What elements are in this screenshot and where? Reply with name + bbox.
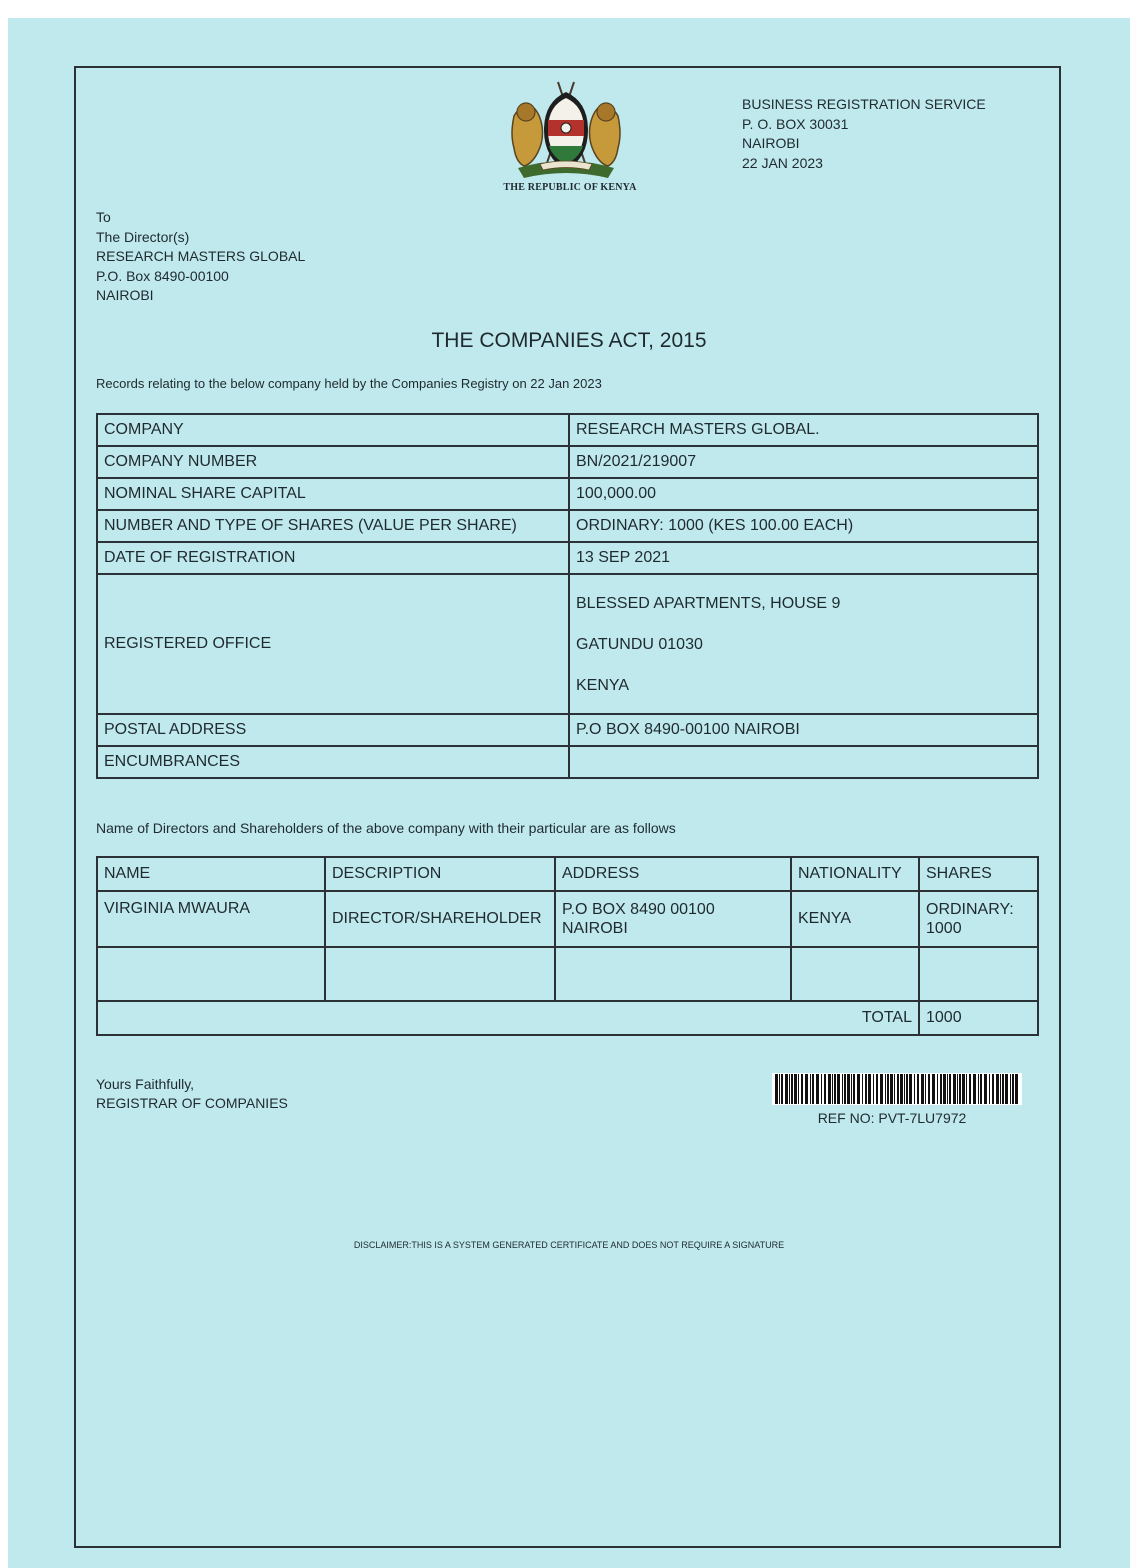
barcode-bar xyxy=(925,1074,926,1104)
barcode-bar xyxy=(824,1074,826,1104)
empty-cell xyxy=(97,947,325,1001)
cell-value: 13 SEP 2021 xyxy=(569,542,1038,574)
column-header: ADDRESS xyxy=(555,857,791,891)
cell-label: NOMINAL SHARE CAPITAL xyxy=(97,478,569,510)
barcode-bar xyxy=(785,1074,788,1104)
column-header: NAME xyxy=(97,857,325,891)
barcode-bar xyxy=(887,1074,889,1104)
barcode-bar xyxy=(900,1074,903,1104)
cell-nationality: KENYA xyxy=(791,891,919,947)
empty-cell xyxy=(325,947,555,1001)
barcode-bar xyxy=(842,1074,843,1104)
barcode-bar xyxy=(779,1074,780,1104)
total-value: 1000 xyxy=(919,1001,1038,1035)
recipient-address xyxy=(96,208,305,306)
barcode-bar xyxy=(928,1074,930,1104)
barcode-bar xyxy=(868,1074,871,1104)
barcode-bar xyxy=(873,1074,874,1104)
empty-cell xyxy=(919,947,1038,1001)
barcode-bar xyxy=(897,1074,899,1104)
barcode-bar xyxy=(798,1074,799,1104)
column-header: NATIONALITY xyxy=(791,857,919,891)
cell-label: COMPANY xyxy=(97,414,569,446)
barcode-bar xyxy=(937,1074,938,1104)
barcode-bar xyxy=(914,1074,915,1104)
barcode-bar xyxy=(821,1074,822,1104)
recipient-line: NAIROBI xyxy=(96,287,154,303)
barcode-bar xyxy=(791,1074,793,1104)
registered-office-value xyxy=(569,574,1038,714)
sender-line: P. O. BOX 30031 xyxy=(742,115,849,132)
barcode-bar xyxy=(1002,1074,1004,1104)
empty-cell xyxy=(555,947,791,1001)
cell-value: BN/2021/219007 xyxy=(569,446,1038,478)
records-note: Records relating to the below company held by the Companies Registry on 22 Jan 2023 xyxy=(96,376,602,391)
table-row xyxy=(97,891,1038,947)
barcode-bar xyxy=(906,1074,908,1104)
barcode-bar xyxy=(989,1074,990,1104)
cell-label: REGISTERED OFFICE xyxy=(97,574,569,714)
cell-label: NUMBER AND TYPE OF SHARES (VALUE PER SHARE) xyxy=(97,510,569,542)
cell-label: COMPANY NUMBER xyxy=(97,446,569,478)
barcode-bar xyxy=(812,1074,814,1104)
barcode-bar xyxy=(862,1074,863,1104)
cell-address: P.O BOX 8490 00100 NAIROBI xyxy=(555,891,791,947)
barcode-bar xyxy=(857,1074,860,1104)
barcode-bar xyxy=(966,1074,967,1104)
barcode-bar xyxy=(959,1074,961,1104)
empty-cell xyxy=(791,947,919,1001)
barcode-bar xyxy=(832,1074,833,1104)
recipient-line: The Director(s) xyxy=(96,228,190,245)
barcode-bar xyxy=(947,1074,948,1104)
barcode-bar xyxy=(781,1074,783,1104)
barcode-bar xyxy=(890,1074,893,1104)
total-label: TOTAL xyxy=(97,1001,919,1035)
barcode-bar xyxy=(789,1074,790,1104)
table-row xyxy=(97,574,1038,714)
barcode-bar xyxy=(794,1074,797,1104)
directors-table xyxy=(96,856,1039,1036)
barcode-bar xyxy=(996,1074,999,1104)
barcode-bar xyxy=(992,1074,994,1104)
table-header-row xyxy=(97,857,1038,891)
signoff-line: REGISTRAR OF COMPANIES xyxy=(96,1095,288,1111)
barcode-image xyxy=(772,1073,1022,1105)
barcode-bar xyxy=(885,1074,886,1104)
office-line: BLESSED APARTMENTS, HOUSE 9 xyxy=(576,594,841,612)
table-row xyxy=(97,746,1038,778)
table-row xyxy=(97,446,1038,478)
barcode-bar xyxy=(943,1074,946,1104)
table-row-empty xyxy=(97,947,1038,1001)
kenya-coat-of-arms-emblem xyxy=(504,76,628,182)
barcode-bar xyxy=(801,1074,803,1104)
barcode-bar xyxy=(847,1074,850,1104)
barcode-bar xyxy=(810,1074,811,1104)
cell-label: DATE OF REGISTRATION xyxy=(97,542,569,574)
cell-value: RESEARCH MASTERS GLOBAL. xyxy=(569,414,1038,446)
barcode-bar xyxy=(844,1074,846,1104)
cell-label: ENCUMBRANCES xyxy=(97,746,569,778)
barcode-bar xyxy=(1015,1074,1018,1104)
cell-label: POSTAL ADDRESS xyxy=(97,714,569,746)
sender-line: BUSINESS REGISTRATION SERVICE xyxy=(742,96,986,112)
barcode-bar xyxy=(853,1074,855,1104)
column-header: DESCRIPTION xyxy=(325,857,555,891)
barcode-bar xyxy=(876,1074,878,1104)
table-row xyxy=(97,510,1038,542)
barcode-bar xyxy=(805,1074,808,1104)
office-line: KENYA xyxy=(576,676,630,694)
barcode-bar xyxy=(940,1074,942,1104)
barcode-bar xyxy=(816,1074,819,1104)
cell-shares: ORDINARY: 1000 xyxy=(919,891,1038,947)
barcode-bar xyxy=(851,1074,852,1104)
barcode-bar xyxy=(932,1074,935,1104)
sender-line: NAIROBI xyxy=(742,135,800,151)
recipient-line: P.O. Box 8490-00100 xyxy=(96,267,229,284)
table-row xyxy=(97,714,1038,746)
barcode-bar xyxy=(921,1074,924,1104)
barcode-bar xyxy=(1010,1074,1011,1104)
barcode-bar xyxy=(828,1074,831,1104)
recipient-line: To xyxy=(96,209,111,225)
sender-address xyxy=(742,95,986,173)
cell-value: P.O BOX 8490-00100 NAIROBI xyxy=(569,714,1038,746)
barcode-bar xyxy=(1012,1074,1014,1104)
table-row xyxy=(97,542,1038,574)
barcode-bar xyxy=(837,1074,840,1104)
table-row xyxy=(97,478,1038,510)
barcode-bar xyxy=(834,1074,836,1104)
barcode-bar xyxy=(917,1074,919,1104)
directors-intro: Name of Directors and Shareholders of the above company with their particular are as follows xyxy=(96,820,676,836)
cell-description: DIRECTOR/SHAREHOLDER xyxy=(325,891,555,947)
signoff-line: Yours Faithfully, xyxy=(96,1076,195,1092)
signoff xyxy=(96,1075,288,1113)
barcode-bar xyxy=(969,1074,971,1104)
barcode-bar xyxy=(980,1074,982,1104)
cell-value: 100,000.00 xyxy=(569,478,1038,510)
sender-date: 22 JAN 2023 xyxy=(742,154,823,171)
cell-name: VIRGINIA MWAURA xyxy=(97,891,325,947)
document-title: THE COMPANIES ACT, 2015 xyxy=(431,329,707,352)
barcode-bar xyxy=(880,1074,883,1104)
barcode-bar xyxy=(962,1074,965,1104)
barcode-bar xyxy=(978,1074,979,1104)
barcode-bar xyxy=(775,1074,778,1104)
company-details-table xyxy=(96,413,1039,779)
barcode-bar xyxy=(865,1074,867,1104)
barcode-bar xyxy=(984,1074,987,1104)
barcode-bar xyxy=(909,1074,912,1104)
barcode-bar xyxy=(1000,1074,1001,1104)
barcode-bar xyxy=(1005,1074,1008,1104)
barcode-bar xyxy=(949,1074,951,1104)
recipient-line: RESEARCH MASTERS GLOBAL xyxy=(96,248,306,264)
table-row xyxy=(97,414,1038,446)
barcode-bar xyxy=(957,1074,958,1104)
barcode-bar xyxy=(973,1074,976,1104)
barcode-bar xyxy=(894,1074,895,1104)
barcode-bar xyxy=(904,1074,905,1104)
cell-value xyxy=(569,746,1038,778)
total-row xyxy=(97,1001,1038,1035)
column-header: SHARES xyxy=(919,857,1038,891)
crest-caption: THE REPUBLIC OF KENYA xyxy=(503,182,637,193)
office-line: GATUNDU 01030 xyxy=(576,635,703,653)
reference-number: REF NO: PVT-7LU7972 xyxy=(817,1110,967,1126)
disclaimer-note: DISCLAIMER:THIS IS A SYSTEM GENERATED CERTIFICATE AND DOES NOT REQUIRE A SIGNATURE xyxy=(353,1240,785,1250)
barcode-bar xyxy=(953,1074,956,1104)
cell-value: ORDINARY: 1000 (KES 100.00 EACH) xyxy=(569,510,1038,542)
